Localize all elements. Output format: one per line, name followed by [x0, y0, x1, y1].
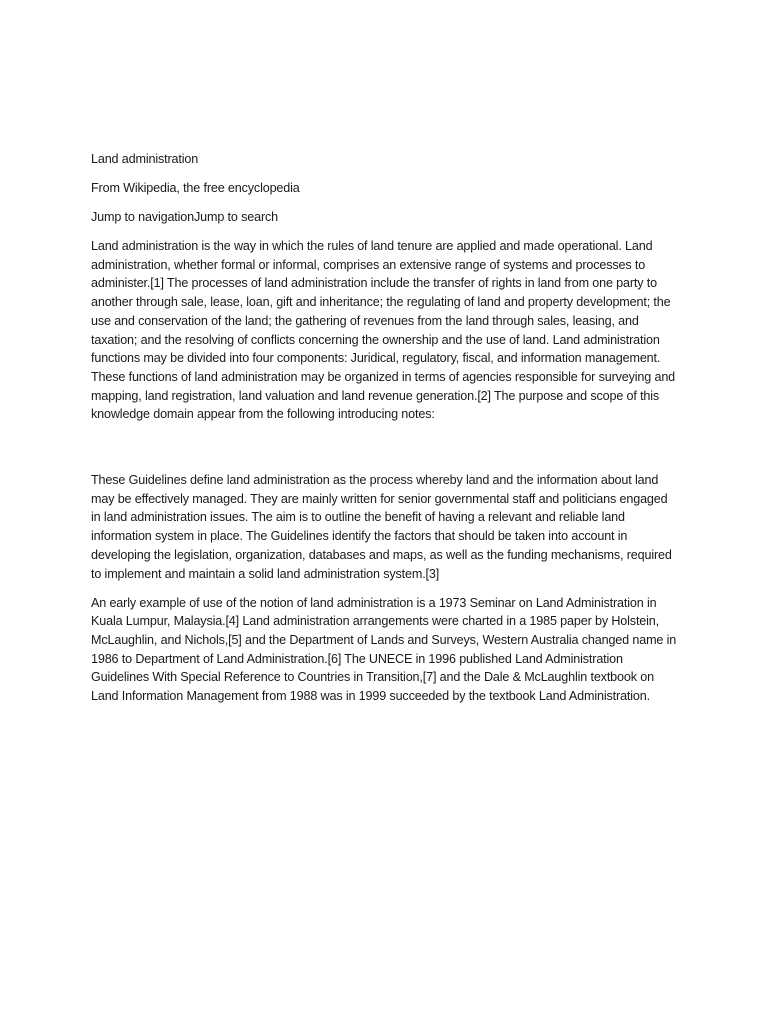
paragraph-history: An early example of use of the notion of land administration is a 1973 Seminar on Land Administration in Kuala Lumpur, Malaysia.[4] Land administration arrangements were charted in a 1985 paper by Holstein, McLaughlin, and Nichols,[5] and the Department of Lands and Surveys, Western Australia changed name in 1986 to Department of Land Administration.[6] The UNECE in 1996 published Land Administration Guidelines With Special Reference to Countries in Transition,[7] and the Dale & McLaughlin textbook on Land Information Management from 1988 was in 1999 succeeded by the textbook Land Administration.: [91, 595, 677, 704]
paragraph-intro: Land administration is the way in which the rules of land tenure are applied and made operational. Land administration, whether formal or informal, comprises an extensive range of systems and processes to administer.[1] The processes of land administration include the transfer of rights in land from one party to another through sale, lease, loan, gift and inheritance; the regulating of land and property development; the use and conservation of the land; the gathering of revenues from the land through sales, leasing, and taxation; and the resolving of conflicts concerning the ownership and the use of land. Land administration functions may be divided into four components: Juridical, regulatory, fiscal, and information management. These functions of land administration may be organized in terms of agencies responsible for surveying and mapping, land registration, land valuation and land revenue generation.[2] The purpose and scope of this knowledge domain appear from the following introducing notes:: [91, 239, 676, 422]
paragraph-guidelines-quote: These Guidelines define land administration as the process whereby land and the information about land may be effectively managed. They are mainly written for senior governmental staff and politicians engaged in land administration issues. The aim is to outline the benefit of having a relevant and reliable land information system in place. The Guidelines identify the factors that should be taken into account in developing the legislation, organization, databases and maps, as well as the funding mechanisms, required to implement and maintain a solid land administration system.[3]: [91, 473, 672, 581]
jump-links: Jump to navigationJump to search: [91, 210, 279, 224]
document-body: [91, 150, 677, 706]
document-subtitle: From Wikipedia, the free encyclopedia: [91, 181, 300, 195]
document-title: Land administration: [91, 152, 199, 166]
